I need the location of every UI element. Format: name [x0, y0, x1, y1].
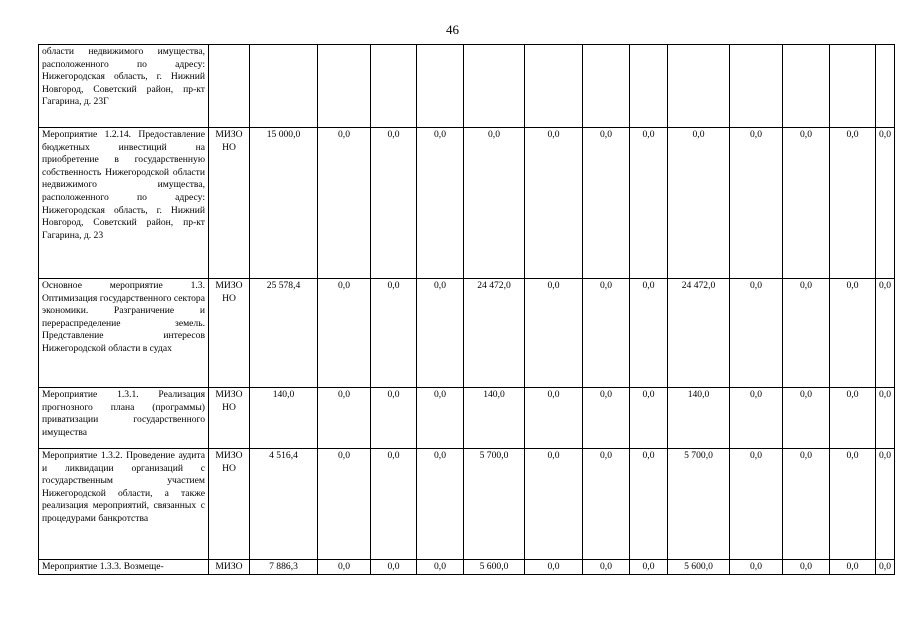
value-cell: 0,0: [630, 128, 668, 279]
value-cell: [630, 45, 668, 128]
value-cell: 0,0: [318, 560, 371, 575]
table-row: [39, 449, 895, 560]
value-cell: [730, 45, 783, 128]
value-cell: 0,0: [630, 560, 668, 575]
value-cell: 0,0: [783, 388, 830, 449]
measure-name-cell: Мероприятие 1.3.1. Реализация прогнозного плана (программы) приватизации государственного имущества: [39, 388, 209, 449]
value-cell: 0,0: [417, 560, 464, 575]
value-cell: 0,0: [583, 388, 630, 449]
executor-cell: МИЗО: [209, 560, 250, 575]
value-cell: 0,0: [830, 560, 876, 575]
value-cell: 0,0: [876, 560, 895, 575]
value-cell: 0,0: [668, 128, 730, 279]
value-cell: 0,0: [730, 128, 783, 279]
measure-name-cell: Мероприятие 1.3.2. Проведение аудита и ликвидации организаций с государственным участием Нижегородской области, а также реализация мероприятий, связанных с процедурами банкротства: [39, 449, 209, 560]
value-cell: 0,0: [830, 128, 876, 279]
value-cell: 0,0: [730, 279, 783, 388]
value-cell: 0,0: [783, 449, 830, 560]
value-cell: 0,0: [417, 388, 464, 449]
value-cell: 0,0: [464, 128, 525, 279]
value-cell: [668, 45, 730, 128]
value-cell: 0,0: [371, 279, 417, 388]
value-cell: 0,0: [783, 128, 830, 279]
value-cell: 0,0: [783, 560, 830, 575]
value-cell: 0,0: [830, 449, 876, 560]
value-cell: 0,0: [830, 388, 876, 449]
table-row: [39, 388, 895, 449]
value-cell: 0,0: [583, 449, 630, 560]
value-cell: 24 472,0: [464, 279, 525, 388]
value-cell: 0,0: [583, 279, 630, 388]
table-row: [39, 279, 895, 388]
value-cell: 140,0: [250, 388, 318, 449]
value-cell: 0,0: [876, 279, 895, 388]
value-cell: 140,0: [464, 388, 525, 449]
executor-cell: МИЗО НО: [209, 279, 250, 388]
value-cell: 0,0: [371, 128, 417, 279]
value-cell: 5 700,0: [668, 449, 730, 560]
budget-table: [38, 44, 895, 575]
executor-cell: МИЗО НО: [209, 388, 250, 449]
value-cell: 0,0: [583, 560, 630, 575]
value-cell: 0,0: [525, 128, 583, 279]
value-cell: 0,0: [417, 279, 464, 388]
value-cell: 0,0: [371, 449, 417, 560]
value-cell: 5 600,0: [668, 560, 730, 575]
value-cell: 0,0: [525, 449, 583, 560]
executor-cell: МИЗО НО: [209, 128, 250, 279]
value-cell: [250, 45, 318, 128]
value-cell: 0,0: [630, 388, 668, 449]
value-cell: 0,0: [371, 560, 417, 575]
value-cell: 0,0: [417, 449, 464, 560]
value-cell: 0,0: [318, 128, 371, 279]
value-cell: 5 600,0: [464, 560, 525, 575]
page-number: 46: [446, 22, 459, 37]
measure-name-cell: области недвижимого имущества, расположенного по адресу: Нижегородская область, г. Нижний Новгород, Советский район, пр-кт Гагарина, д. 23Г: [39, 45, 209, 128]
value-cell: [525, 45, 583, 128]
value-cell: 7 886,3: [250, 560, 318, 575]
table-row: [39, 45, 895, 128]
value-cell: 0,0: [318, 449, 371, 560]
measure-name-cell: Мероприятие 1.2.14. Предоставление бюджетных инвестиций на приобретение в государственную собственность Нижегородской области недвижимого имущества, расположенного по адресу: Нижегородская область, г. Нижний Новгород, Советский район, пр-кт Гагарина, д. 23: [39, 128, 209, 279]
value-cell: 15 000,0: [250, 128, 318, 279]
value-cell: 0,0: [730, 388, 783, 449]
value-cell: [830, 45, 876, 128]
table-body: [39, 45, 895, 575]
value-cell: 0,0: [371, 388, 417, 449]
value-cell: [371, 45, 417, 128]
measure-name-cell: Основное мероприятие 1.3. Оптимизация государственного сектора экономики. Разграничение и перераспределение земель. Представление интересов Нижегородской области в судах: [39, 279, 209, 388]
value-cell: [464, 45, 525, 128]
table-row: [39, 128, 895, 279]
value-cell: 0,0: [830, 279, 876, 388]
value-cell: 140,0: [668, 388, 730, 449]
executor-cell: [209, 45, 250, 128]
value-cell: 0,0: [583, 128, 630, 279]
value-cell: 0,0: [630, 279, 668, 388]
value-cell: 25 578,4: [250, 279, 318, 388]
measure-name-cell: Мероприятие 1.3.3. Возмеще-: [39, 560, 209, 575]
value-cell: 0,0: [783, 279, 830, 388]
value-cell: [583, 45, 630, 128]
value-cell: 0,0: [876, 388, 895, 449]
value-cell: [876, 45, 895, 128]
value-cell: 0,0: [730, 449, 783, 560]
value-cell: 0,0: [876, 128, 895, 279]
value-cell: [783, 45, 830, 128]
value-cell: 0,0: [630, 449, 668, 560]
value-cell: 24 472,0: [668, 279, 730, 388]
value-cell: 0,0: [876, 449, 895, 560]
value-cell: 0,0: [525, 279, 583, 388]
value-cell: [318, 45, 371, 128]
value-cell: 4 516,4: [250, 449, 318, 560]
value-cell: 0,0: [525, 388, 583, 449]
value-cell: 0,0: [417, 128, 464, 279]
value-cell: 0,0: [318, 279, 371, 388]
executor-cell: МИЗО НО: [209, 449, 250, 560]
value-cell: 0,0: [525, 560, 583, 575]
value-cell: 0,0: [318, 388, 371, 449]
value-cell: 0,0: [730, 560, 783, 575]
value-cell: [417, 45, 464, 128]
table-row: [39, 560, 895, 575]
value-cell: 5 700,0: [464, 449, 525, 560]
